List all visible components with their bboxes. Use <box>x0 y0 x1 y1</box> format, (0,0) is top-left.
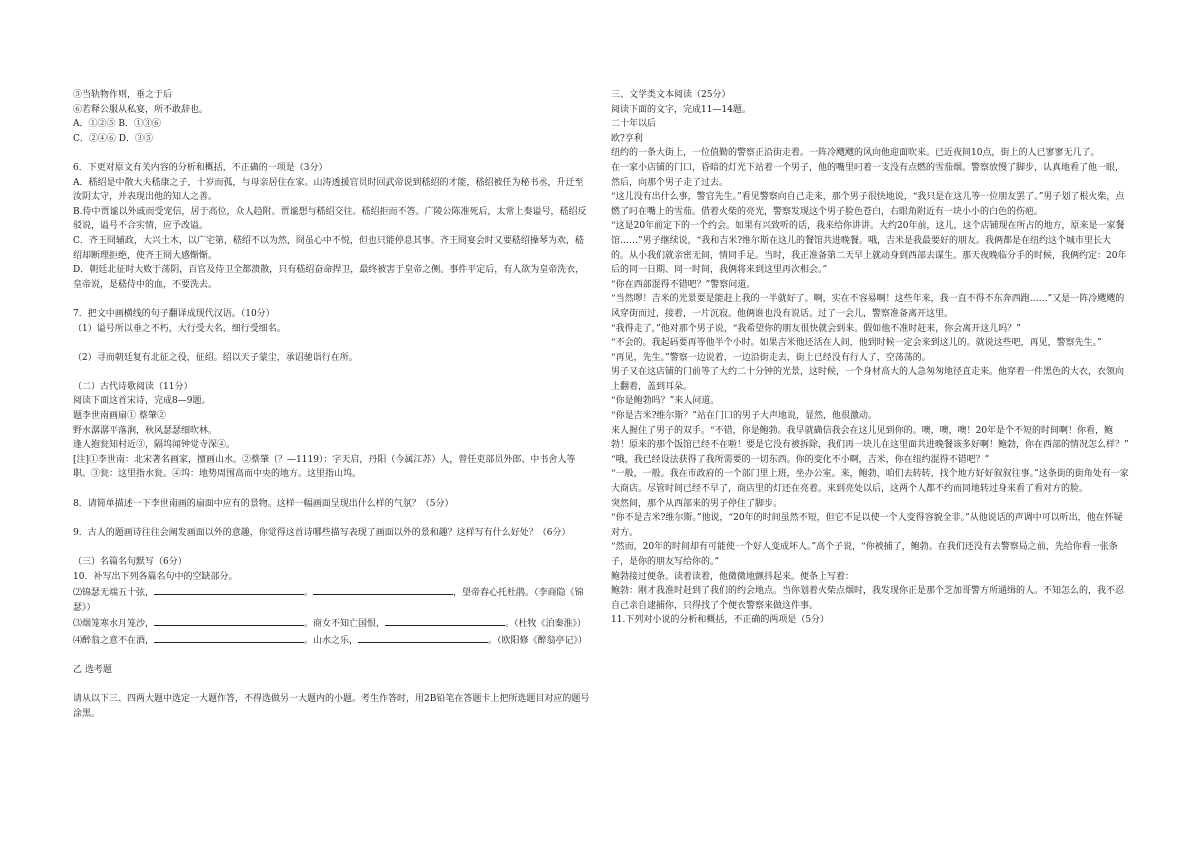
fill-line-1-b: 。 <box>304 588 314 599</box>
left-column <box>73 88 591 722</box>
q7-stem: 7．把文中画横线的句子翻译成现代汉语。（10分） <box>73 308 275 319</box>
fill-line-1-c: ，望帝春心托杜鹃。（李商隐《锦瑟》） <box>73 588 584 613</box>
poem-note: [注]①李世南：北宋著名画家，擅画山水。②蔡肇（？—1119）：字天启，丹阳（今属江苏）人，曾任吏部员外郎、中书舍人等职。③瓮：这里指水瓮。④坞：地势周围高而中央的地方。这里指山坞。 <box>73 454 576 480</box>
story-paragraph: “哦，我已经设法获得了我所需要的一切东西。你的变化不小啊，吉米，你在纽约混得不错吧？” <box>611 454 990 465</box>
fill-line-2-c: 。（杜牧《泊秦淮》） <box>505 619 587 630</box>
fill-line-1-a: ⑵锦瑟无端五十弦， <box>73 588 155 599</box>
q6-option-a: A．嵇绍是中散大夫嵇康之子，十岁而孤，与母亲居住在家。山涛透援官员时回武帝说到嵇绍的才能，嵇绍被任为秘书丞，升迁至汝阴太守，并表现出他的知人之善。 <box>73 177 584 203</box>
answer-blank[interactable] <box>385 615 505 626</box>
fill-line-1 <box>73 584 591 615</box>
story-paragraph: 鲍勃：刚才我准时赶到了我们的约会地点。当你划着火柴点烟时，我发现你正是那个芝加哥警方所通缉的人。不知怎么的，我不忍自己亲自逮捕你，只得找了个便衣警察来做这件事。 <box>611 586 1125 611</box>
intro-item-6: ⑥若释公服从私宴，所不敢辞也。 <box>73 104 209 115</box>
fill-line-3-b: 。山水之乐， <box>304 635 359 646</box>
intro-option-cd: C．②④⑥ D．③⑤ <box>73 133 153 144</box>
intro-option-ab: A．①②⑤ B．①③⑥ <box>73 119 161 130</box>
poem-title: 题李世南画扇① 蔡肇② <box>73 411 166 422</box>
q8-text: 8．请简单描述一下李世南画的扇面中应有的景物。这样一幅画面呈现出什么样的气氛？（5分） <box>73 498 454 509</box>
q7-sentence-2: （2）寻而朝廷复有北征之役，征绍。绍以天子蒙尘，承诏驰诣行在所。 <box>73 352 358 363</box>
optional-section-title: 乙 选考题 <box>73 665 112 676</box>
answer-blank[interactable] <box>358 632 488 643</box>
story-title: 二十年以后 <box>611 119 657 130</box>
q6-option-c: C．齐王冏辅政，大兴土木，以广宅第，嵇绍不以为然，冏虽心中不悦，但也只能停息其事。齐王冏宴会时又要嵇绍操琴为欢，嵇绍却断理拒绝，使齐王冏大感惭惭。 <box>73 235 584 261</box>
optional-section-text: 请从以下三、四两大题中选定一大题作答，不得选做另一大题内的小题。考生作答时，用2B铅笔在答题卡上把所选题目对应的题号涂黑。 <box>73 694 590 719</box>
story-paragraph: “一般，一般。我在市政府的一个部门里上班，坐办公室。来，鲍勃，咱们去转转，找个地方好好叙叙往事。”这条街的街角处有一家大商店。尽管时间已经不早了，商店里的灯还在亮着。来到亮处以后，这两个人都不约而同地转过身来看了看对方的脸。 <box>611 469 1129 495</box>
story-paragraph: “不会的。我起码要再等他半个小时。如果吉米他还活在人间，他到时候一定会来到这儿的。就说这些吧，再见，警察先生。” <box>611 338 1102 349</box>
story-author: 欧?亨利 <box>611 133 643 144</box>
story-paragraph: “这是20年前定下的一个约会。如果有兴致听的话，我来给你讲讲。大约20年前，这儿，这个店铺现在所占的地方，原来是一家餐馆……”男子继续说，“我和吉米?维尔斯在这儿的餐馆共进晚餐。哦，吉米是我最要好的朋友。我俩都是在纽约这个城市里长大的。从小我们就亲密无间，情同手足。当时，我正准备第二天早上就动身到西部去谋生。那天夜晚临分手的时候，我俩约定：20年后的同一日期、同一时间，我俩将来到这里再次相会。” <box>611 221 1127 276</box>
section-3-heading: 三、文学类文本阅读（25分） <box>611 90 731 100</box>
section-3-instruction: 阅读下面的文字，完成11—14题。 <box>611 104 751 115</box>
story-paragraph: “然而，20年的时间却有可能使一个好人变成坏人。”高个子说，“你被捕了，鲍勃。在我们还没有去警察局之前，先给你看一张条子，是你的朋友写给你的。” <box>611 542 1118 567</box>
story-paragraph: “你是吉米?维尔斯？”站在门口的男子大声地说，显然，他很激动。 <box>611 411 878 422</box>
story-paragraph: 鲍勃接过便条。读着读着，他微微地颤抖起来。便条上写着： <box>611 571 855 582</box>
right-column <box>611 88 1129 628</box>
fill-line-3-a: ⑷醉翁之意不在酒， <box>73 635 155 646</box>
story-paragraph: “你是鲍勃吗？”来人问道。 <box>611 396 720 407</box>
poem-line-1: 野水潺潺平落涧，秋风瑟瑟细吹林。 <box>73 425 218 436</box>
answer-blank[interactable] <box>313 584 453 595</box>
fill-line-2-b: 。商女不知亡国恨， <box>304 619 386 630</box>
poem-instruction: 阅读下面这首宋诗，完成8—9题。 <box>73 396 211 407</box>
story-paragraph: “当然啰！吉米的光景要是能赶上我的一半就好了。啊，实在不容易啊！这些年来，我一直不得不东奔西跑……”又是一阵冷飕飕的风穿街而过，接着，一片沉寂。他俩谁也没有说话。过了一会儿，警察准备离开这里。 <box>611 294 1125 319</box>
story-paragraph: “你不是吉米?维尔斯。”他说，“20年的时间虽然不短，但它不足以使一个人变得容貌全非。”从他说话的声调中可以听出，他在怀疑对方。 <box>611 513 1123 538</box>
fill-line-3 <box>73 632 591 649</box>
famous-section-heading: （三）名篇名句默写（6分） <box>73 557 187 567</box>
story-paragraph: “再见，先生。”警察一边说着，一边沿街走去，街上已经没有行人了，空荡荡的。 <box>611 352 931 363</box>
q9-text: 9．古人的题画诗往往会阐发画面以外的意趣，你觉得这首诗哪些描写表现了画面以外的景和趣？这样写有什么好处？（6分） <box>73 527 571 538</box>
q6-stem: 6．下更对原文有关内容的分析和概括，不正确的一项是（3分） <box>73 162 328 173</box>
fill-line-3-c: 。（欧阳修《醉翁亭记》） <box>488 635 588 646</box>
fill-line-2-a: ⑶烟笼寒水月笼沙， <box>73 619 155 630</box>
poem-section-heading: （二）古代诗歌阅读（11分） <box>73 381 193 392</box>
intro-item-5: ⑤当轨物作则，垂之于后 <box>73 90 173 100</box>
story-paragraph: 男子又在这店铺的门前等了大约二十分钟的光景，这时候，一个身材高大的人急匆匆地径直走来。他穿着一件黑色的大衣，衣领向上翻着，盖到耳朵。 <box>611 367 1125 392</box>
answer-blank[interactable] <box>154 615 304 626</box>
story-paragraph: “你在西部混得不错吧？”警察问道。 <box>611 279 756 290</box>
answer-blank[interactable] <box>154 632 304 643</box>
story-paragraph: “我得走了，”他对那个男子说，“我希望你的朋友很快就会到来。假如他不准时赶来，你会离开这儿吗？” <box>611 323 1021 334</box>
story-paragraph: 在一家小店铺的门口，昏暗的灯光下站着一个男子，他的嘴里叼着一支没有点燃的雪茄烟。警察放慢了脚步，认真地看了他一眼，然后，向那个男子走了过去。 <box>611 162 1125 188</box>
story-paragraph: 纽约的一条大街上，一位值勤的警察正沿街走着。一阵冷飕飕的风向他迎面吹来。已近夜间10点，街上的人已寥寥无几了。 <box>611 148 1100 159</box>
story-paragraph: 突然间，那个从西部来的男子停住了脚步。 <box>611 498 783 509</box>
poem-line-2: 逢人抱瓮知村近③，隔坞闻钟觉寺深④。 <box>73 440 236 451</box>
story-paragraph: “这儿没有出什么事，警官先生。”看见警察向自己走来，那个男子很快地说，“我只是在这儿等一位朋友罢了。”男子划了根火柴，点燃了叼在嘴上的雪茄。借着火柴的亮光，警察发现这个男子脸色苍白，右眼角附近有一块小小的白色的伤疤。 <box>611 192 1125 217</box>
q11-stem: 11.下列对小说的分析和概括，不正确的两项是（5分） <box>611 615 830 626</box>
fill-line-2 <box>73 615 591 632</box>
story-paragraph: 来人握住了男子的双手。“不错，你是鲍勃。我早就确信我会在这儿见到你的。噢，噢，噢！20年是个不短的时间啊！你看，鲍勃！原来的那个饭馆已经不在啦！要是它没有被拆除，我们再一块儿在这里面共进晚餐该多好啊！鲍勃，你在西部的情况怎么样？” <box>611 425 1129 451</box>
q6-option-d: D．朝廷北征时大败于荡阴，百官及侍卫全都溃散，只有嵇绍奋命捍卫，最终被害于皇帝之侧。事件平定后，有人欲为皇帝洗衣，皇帝说，是嵇侍中的血，不要洗去。 <box>73 265 585 290</box>
answer-blank[interactable] <box>154 584 304 595</box>
q7-sentence-1: （1）谥号所以垂之不朽，大行受大名，细行受细名。 <box>73 323 286 334</box>
q6-option-b: B.侍中贾谧以外戚而受宠信，居于高位，众人趋附。贾谧想与嵇绍交往。嵇绍拒而不答。广陵公陈准死后，太常上奏谥号，嵇绍反驳说，谥号不合实情，应予改谥。 <box>73 206 587 232</box>
q10-stem: 10．补写出下列各篇名句中的空缺部分。 <box>73 571 238 582</box>
